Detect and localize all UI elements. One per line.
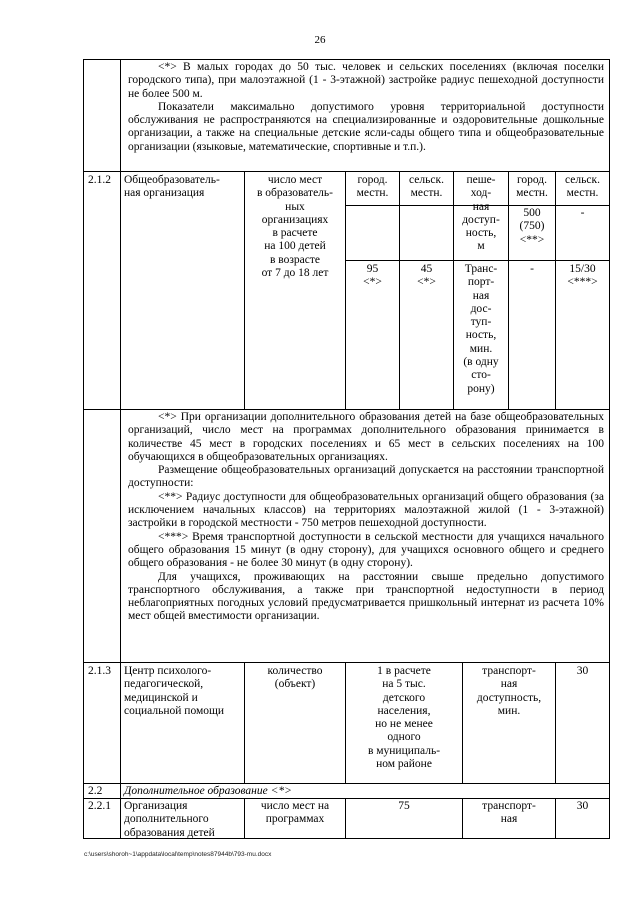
text-line: м — [477, 240, 485, 253]
row-divider — [83, 783, 610, 784]
text-line: мин. — [497, 704, 521, 717]
note-paragraph: Для учащихся, проживающих на расстоянии свыше предельно допустимого транспортного обслуживания, а также при транспортной недоступности в период неблагоприятных погодных условий предусматривается пришкольный интернат из расчета 10% мест общей вместимости организации. — [128, 570, 604, 623]
text-line: Организация — [124, 800, 188, 812]
table-border-top — [83, 59, 610, 60]
text-line: ном районе — [376, 758, 432, 771]
walk-distance-rural: - — [580, 207, 585, 219]
accessibility-value: 30 — [576, 665, 589, 677]
text-line: в возрасте — [269, 253, 321, 266]
column-divider — [399, 171, 400, 409]
text-line: Транс- — [464, 263, 498, 275]
row-number: 2.2 — [88, 785, 103, 797]
text-line: город. — [357, 174, 388, 186]
text-line: от 7 до 18 лет — [261, 267, 329, 280]
text-line: ность, — [465, 227, 497, 240]
column-divider — [345, 171, 346, 409]
norm-value: 75 — [398, 800, 410, 812]
text-line: туп- — [470, 316, 492, 329]
text-line: дополнительного — [124, 813, 209, 826]
text-line: 1 в расчете — [377, 665, 431, 677]
text-line: сельск. — [409, 174, 444, 186]
text-line: местн. — [356, 187, 389, 200]
accessibility-type — [463, 665, 555, 718]
text-line: <***> — [567, 276, 598, 289]
text-line: 45 — [420, 263, 433, 275]
transport-rural — [556, 263, 609, 290]
text-line: 95 — [366, 263, 379, 275]
text-line: рону) — [467, 382, 495, 395]
text-line: в расчете — [272, 227, 318, 240]
text-line: мин. — [469, 342, 493, 355]
text-line: (в одну — [463, 356, 499, 369]
row-divider — [83, 171, 610, 172]
value-city — [346, 263, 399, 290]
text-line: в муниципаль- — [367, 744, 441, 757]
text-line: сто- — [471, 369, 491, 382]
text-line: ход- — [470, 187, 492, 200]
text-line: медицинской и — [124, 691, 198, 704]
header-city-2 — [509, 174, 555, 201]
page-number: 26 — [314, 34, 326, 46]
transport-accessibility-label — [454, 263, 508, 396]
header-city — [346, 174, 399, 201]
text-line: (750) — [519, 220, 545, 233]
column-divider — [120, 59, 121, 839]
header-rural-2 — [556, 174, 609, 201]
note-paragraph: Показатели максимально допустимого уровня территориальной доступности обслуживания не распространяются на специализированные и оздоровительные дошкольные организации, а также на специальные детские ясли-сады общего типа и общеобразовательные организации (языковые, математические, спортивные и т.п.). — [128, 100, 604, 153]
text-line: число мест — [267, 174, 323, 186]
facility-name — [124, 665, 242, 718]
text-line: число мест на — [260, 800, 330, 812]
note-paragraph: <***> Время транспортной доступности в сельской местности для учащихся начального общего образования 15 минут (в одну сторону), для учащихся основного общего и среднего общего образования - не более 30 минут (в одну сторону). — [128, 530, 604, 570]
text-line: ных — [285, 200, 305, 213]
facility-name — [124, 800, 242, 840]
text-line: дос- — [470, 302, 492, 315]
footer-file-path: c:\users\shoroh~1\appdata\local\temp\notes87944b\793-mu.docx — [84, 851, 272, 858]
text-line: на 100 детей — [264, 240, 326, 253]
text-line: местн. — [410, 187, 443, 200]
unit-description — [245, 665, 345, 692]
text-line: социальной помощи — [124, 704, 225, 717]
table-border-left — [83, 59, 84, 839]
text-line: организациях — [261, 213, 329, 226]
text-line: образования детей — [124, 826, 215, 839]
text-line: сельск. — [565, 174, 600, 186]
text-line: пеше- — [466, 174, 496, 186]
text-line: город. — [516, 174, 548, 186]
text-line: Общеобразователь- — [124, 174, 220, 186]
text-line: одного — [387, 731, 421, 744]
text-line: порт- — [467, 276, 495, 289]
text-line: транспорт- — [482, 800, 536, 812]
text-line: ная — [472, 200, 490, 213]
text-line: в образователь- — [256, 187, 333, 200]
text-line: ная — [500, 813, 518, 826]
table-border-right — [609, 59, 610, 839]
row-divider — [83, 662, 610, 663]
section-title: Дополнительное образование <*> — [124, 785, 292, 797]
accessibility-value: 30 — [576, 800, 589, 812]
row-number: 2.1.2 — [88, 174, 111, 186]
text-line: доступ- — [462, 213, 500, 226]
unit-description — [245, 174, 345, 280]
unit-description — [245, 800, 345, 827]
cell-divider — [345, 260, 610, 261]
facility-name — [124, 174, 242, 201]
note-paragraph: Размещение общеобразовательных организаций допускается на расстоянии транспортной доступности: — [128, 464, 604, 490]
text-line: ная — [472, 289, 490, 302]
text-line: ная — [500, 678, 518, 691]
text-line: транспорт- — [482, 665, 536, 677]
transport-city: - — [530, 263, 534, 275]
value-rural — [400, 263, 453, 290]
header-accessibility-type — [454, 174, 508, 254]
text-line: <*> — [417, 276, 436, 289]
notes-block — [128, 61, 604, 154]
column-divider — [555, 662, 556, 783]
text-line: ность, — [465, 329, 497, 342]
text-line: местн. — [566, 187, 599, 200]
note-paragraph: <**> Радиус доступности для общеобразовательных организаций общего образования (за исключением начальных классов) на территориях малоэтажной жилой (1 - 3-этажной) застройки в городской местности - 750 метров пешеходной доступности. — [128, 490, 604, 530]
text-line: (объект) — [274, 678, 316, 691]
text-line: программах — [265, 813, 325, 826]
text-line: но не менее — [375, 718, 433, 731]
accessibility-type — [463, 800, 555, 827]
text-line: <*> — [363, 276, 382, 289]
row-number: 2.1.3 — [88, 665, 111, 677]
text-line: детского — [382, 691, 426, 704]
header-rural — [400, 174, 453, 201]
text-line: Центр психолого- — [124, 665, 212, 677]
walk-distance-city — [509, 207, 555, 247]
text-line: доступность, — [476, 691, 542, 704]
text-line: ная организация — [124, 187, 205, 200]
text-line: педагогической, — [124, 678, 204, 691]
text-line: количество — [267, 665, 323, 677]
note-paragraph: <*> При организации дополнительного образования детей на базе общеобразовательных организаций, число мест на программах дополнительного образования принимается в количестве 45 мест в городских поселениях и 65 мест в сельских поселениях на 100 обучающихся в общеобразовательных организациях. — [128, 411, 604, 463]
norm-value — [346, 665, 462, 771]
text-line: местн. — [516, 187, 548, 200]
text-line: населения, — [377, 704, 431, 717]
row-divider — [83, 409, 610, 410]
text-line: на 5 тыс. — [382, 678, 426, 691]
note-paragraph: <*> В малых городах до 50 тыс. человек и сельских поселениях (включая поселки городского типа), при малоэтажной (1 - 3-этажной) застройке радиус пешеходной доступности не более 500 м. — [128, 61, 604, 100]
text-line: 500 — [523, 207, 541, 219]
text-line: <**> — [519, 233, 545, 246]
notes-block — [128, 411, 604, 624]
row-number: 2.2.1 — [88, 800, 111, 812]
text-line: 15/30 — [569, 263, 596, 275]
